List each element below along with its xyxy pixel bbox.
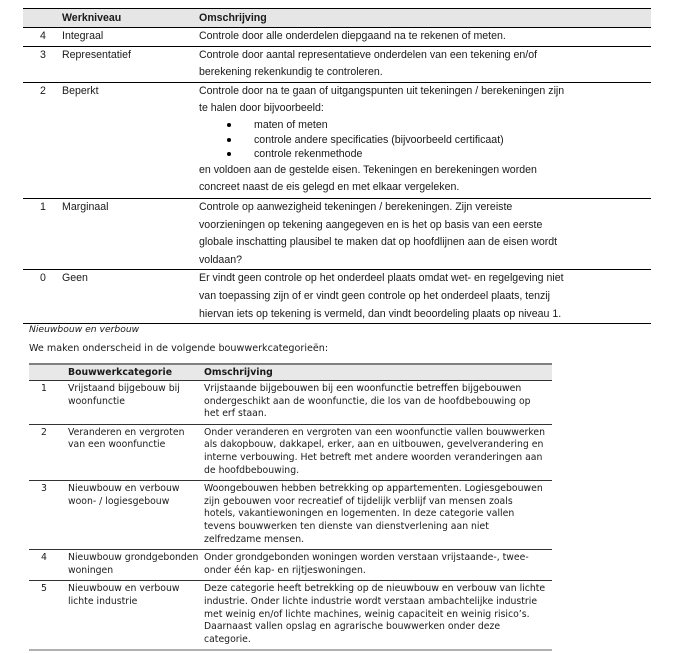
category-description: Deze categorie heeft betrekking op de nieuwbouw en verbouw van lichte industrie. Onder lichte industrie wordt verstaan ambachtelijke industrie met weinig en/of lichte machines, weinig capaciteit en weinig risico’s. Daarnaast vallen opslag en agrarische bouwwerken onder deze categorie. bbox=[204, 581, 552, 650]
table-row bbox=[29, 424, 552, 480]
header-omschrijving: Omschrijving bbox=[204, 364, 552, 381]
table-row bbox=[23, 198, 651, 269]
level-name: Geen bbox=[62, 270, 199, 324]
level-description: Controle op aanwezigheid tekeningen / berekeningen. Zijn vereiste voorzieningen op tekening aangegeven en is het op basis van een eerste globale inschatting plausibel te maken dat op hoofdlijnen aan de eisen wordt voldaan? bbox=[199, 198, 651, 269]
table-row bbox=[23, 46, 651, 82]
level-number: 4 bbox=[23, 28, 62, 47]
table-row bbox=[29, 481, 552, 550]
level-name: Marginaal bbox=[62, 198, 199, 269]
table-row bbox=[23, 270, 651, 324]
section-intro: We maken onderscheid in de volgende bouwwerkcategorieën: bbox=[29, 343, 329, 354]
bullet-item: controle andere specificaties (bijvoorbeeld certificaat) bbox=[254, 133, 571, 148]
category-number: 5 bbox=[29, 581, 68, 650]
table-row bbox=[29, 381, 552, 425]
category-name: Nieuwbouw grondgebonden woningen bbox=[68, 550, 204, 581]
level-name: Representatief bbox=[62, 46, 199, 82]
level-description bbox=[199, 82, 651, 198]
level-name: Beperkt bbox=[62, 82, 199, 198]
level-description: Er vindt geen controle op het onderdeel plaats omdat wet- en regelgeving niet van toepassing zijn of er vindt geen controle op het onderdeel plaats, tenzij hiervan iets op tekening is vermeld, dan vindt beoordeling plaats op niveau 1. bbox=[199, 270, 651, 324]
header-num bbox=[29, 364, 68, 381]
level-number: 1 bbox=[23, 198, 62, 269]
category-description: Onder veranderen en vergroten van een woonfunctie vallen bouwwerken als dakopbouw, dakkapel, erker, aan en uitbouwen, gevelverandering en interne verbouwing. Het betreft met andere woorden veranderingen aan de hoofdbebouwing. bbox=[204, 424, 552, 480]
category-name: Nieuwbouw en verbouw woon- / logiesgebouw bbox=[68, 481, 204, 550]
level-description-outro: en voldoen aan de gestelde eisen. Tekeningen en berekeningen worden concreet naast de eis gelegd en met elkaar vergeleken. bbox=[199, 163, 537, 194]
category-name: Vrijstaand bijgebouw bij woonfunctie bbox=[68, 381, 204, 425]
category-number: 1 bbox=[29, 381, 68, 425]
level-description: Controle door alle onderdelen diepgaand na te rekenen of meten. bbox=[199, 28, 651, 47]
category-number: 4 bbox=[29, 550, 68, 581]
header-bouwwerkcategorie: Bouwwerkcategorie bbox=[68, 364, 204, 381]
bullet-item: controle rekenmethode bbox=[254, 147, 571, 162]
header-werkniveau: Werkniveau bbox=[62, 9, 199, 28]
level-number: 2 bbox=[23, 82, 62, 198]
werkniveau-header-row bbox=[23, 9, 651, 28]
bullet-list bbox=[199, 118, 571, 162]
category-number: 2 bbox=[29, 424, 68, 480]
table-row bbox=[23, 28, 651, 47]
category-description: Vrijstaande bijgebouwen bij een woonfunctie betreffen bijgebouwen ondergeschikt aan de woonfunctie, die los van de hoofdbebouwing op het erf staan. bbox=[204, 381, 552, 425]
header-num bbox=[23, 9, 62, 28]
bouwwerkcategorie-table bbox=[29, 363, 552, 651]
bullet-item: maten of meten bbox=[254, 118, 571, 133]
table-row bbox=[29, 581, 552, 650]
category-number: 3 bbox=[29, 481, 68, 550]
level-number: 0 bbox=[23, 270, 62, 324]
categorie-header-row bbox=[29, 364, 552, 381]
category-name: Veranderen en vergroten van een woonfunctie bbox=[68, 424, 204, 480]
header-omschrijving: Omschrijving bbox=[199, 9, 651, 28]
category-description: Onder grondgebonden woningen worden verstaan vrijstaande-, twee- onder één kap- en rijtjeswoningen. bbox=[204, 550, 552, 581]
section-heading: Nieuwbouw en verbouw bbox=[29, 324, 140, 335]
level-number: 3 bbox=[23, 46, 62, 82]
werkniveau-table bbox=[23, 8, 651, 324]
table-row bbox=[23, 82, 651, 198]
category-description: Woongebouwen hebben betrekking op appartementen. Logiesgebouwen zijn gebouwen voor recreatief of tijdelijk verblijf van mensen zoals hotels, vakantiewoningen en logementen. In deze categorie vallen tevens bouwwerken ten dienste van dienstverlening aan niet zelfredzame mensen. bbox=[204, 481, 552, 550]
level-description-intro: Controle door na te gaan of uitgangspunten uit tekeningen / berekeningen zijn te halen door bijvoorbeeld: bbox=[199, 84, 565, 115]
level-description: Controle door aantal representatieve onderdelen van een tekening en/of berekening rekenkundig te controleren. bbox=[199, 46, 651, 82]
table-row bbox=[29, 550, 552, 581]
category-name: Nieuwbouw en verbouw lichte industrie bbox=[68, 581, 204, 650]
level-name: Integraal bbox=[62, 28, 199, 47]
